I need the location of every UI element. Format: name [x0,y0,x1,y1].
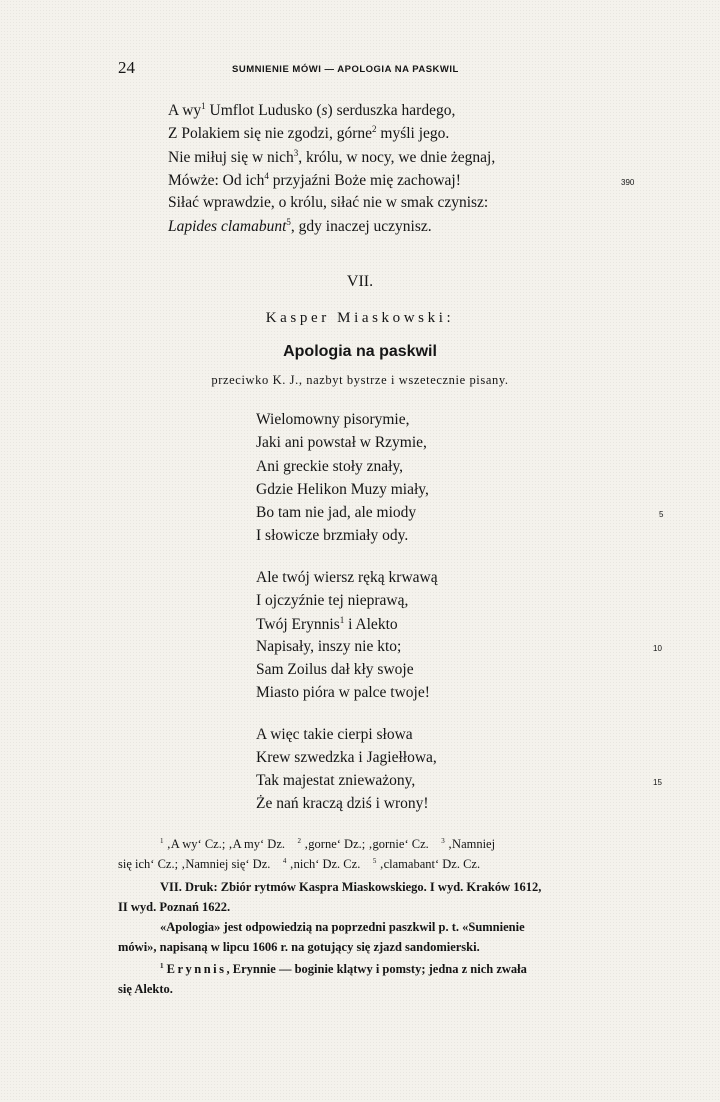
line-number: 390 [621,178,635,187]
footnote-variants: $^1$ ‚A wy‘ Cz.; ‚A my‘ Dz. $^2$ ‚gorne‘ Dz.; ‚gornie‘ Cz. $^3$ ‚Namniej [160,837,496,851]
page-number: 24 [118,58,135,77]
note-print: II wyd. Poznań 1622. [118,900,231,914]
line-number: 10 [653,644,662,653]
section-number: VII. [346,273,374,290]
poem-line: Bo tam nie jad, ale miody [256,504,417,521]
poem-line: I ojczyźnie tej nieprawą, [256,592,409,609]
poem-title: Apologia na paskwil [283,343,437,360]
poem-line: Napisały, inszy nie kto; [256,638,402,655]
poem-line: Twój Erynnis$^1$ i Alekto [256,615,398,633]
note-print: VII. Druk: Zbiór rytmów Kaspra Miaskowskiego. I wyd. Kraków 1612, [160,880,542,894]
poem-line: Miasto pióra w palce twoje! [256,684,430,701]
verse-line: Z Polakiem się nie zgodzi, górne$^2$ myśli jego. [168,124,450,142]
line-number: 5 [659,510,664,519]
poem-line: Ale twój wiersz ręką krwawą [256,569,438,586]
poem-line: Jaki ani powstał w Rzymie, [256,434,427,451]
note-erynnis: się Alekto. [118,982,173,996]
poem-line: Sam Zoilus dał kły swoje [256,661,414,678]
poem-subtitle: przeciwko K. J., nazbyt bystrze i wszetecznie pisany. [211,373,509,387]
poem-line: Że nań kraczą dziś i wrony! [256,795,429,812]
poem-line: I słowicze brzmiały ody. [256,527,409,544]
poem-line: Wielomowny pisorymie, [256,411,410,428]
poem-line: Gdzie Helikon Muzy miały, [256,481,429,498]
note-erynnis: $^1$ Erynnis, Erynnie — boginie klątwy i pomsty; jedna z nich zwała [160,962,527,976]
poem-line: Krew szwedzka i Jagiełłowa, [256,749,437,766]
poem-line: A więc takie cierpi słowa [256,726,413,743]
verse-line: Nie miłuj się w nich$^3$, królu, w nocy, we dnie żegnaj, [168,148,496,166]
note-apologia: «Apologia» jest odpowiedzią na poprzedni paszkwil p. t. «Sumnienie [160,920,525,934]
verse-line: Mówże: Od ich$^4$ przyjaźni Boże mię zachowaj! [168,171,461,189]
author-name: Kasper Miaskowski: [265,310,455,326]
poem-line: Tak majestat znieważony, [256,772,416,789]
verse-line: Lapides clamabunt$^5$, gdy inaczej uczynisz. [168,217,432,235]
poem-line: Ani greckie stoły znały, [256,458,404,475]
verse-line: Siłać wprawdzie, o królu, siłać nie w smak czynisz: [168,194,489,211]
footnote-variants: się ich‘ Cz.; ‚Namniej się‘ Dz. $^4$ ‚nich‘ Dz. Cz. $^5$ ‚clamabant‘ Dz. Cz. [118,857,481,871]
note-apologia: mówi», napisaną w lipcu 1606 r. na gotujący się zjazd sandomierski. [118,940,480,954]
verse-line: A $wy^1$ Umflot Ludusko (s) serduszka hardego, [168,101,456,119]
running-head: SUMNIENIE MÓWI — APOLOGIA NA PASKWIL [232,64,459,75]
line-number: 15 [653,778,662,787]
